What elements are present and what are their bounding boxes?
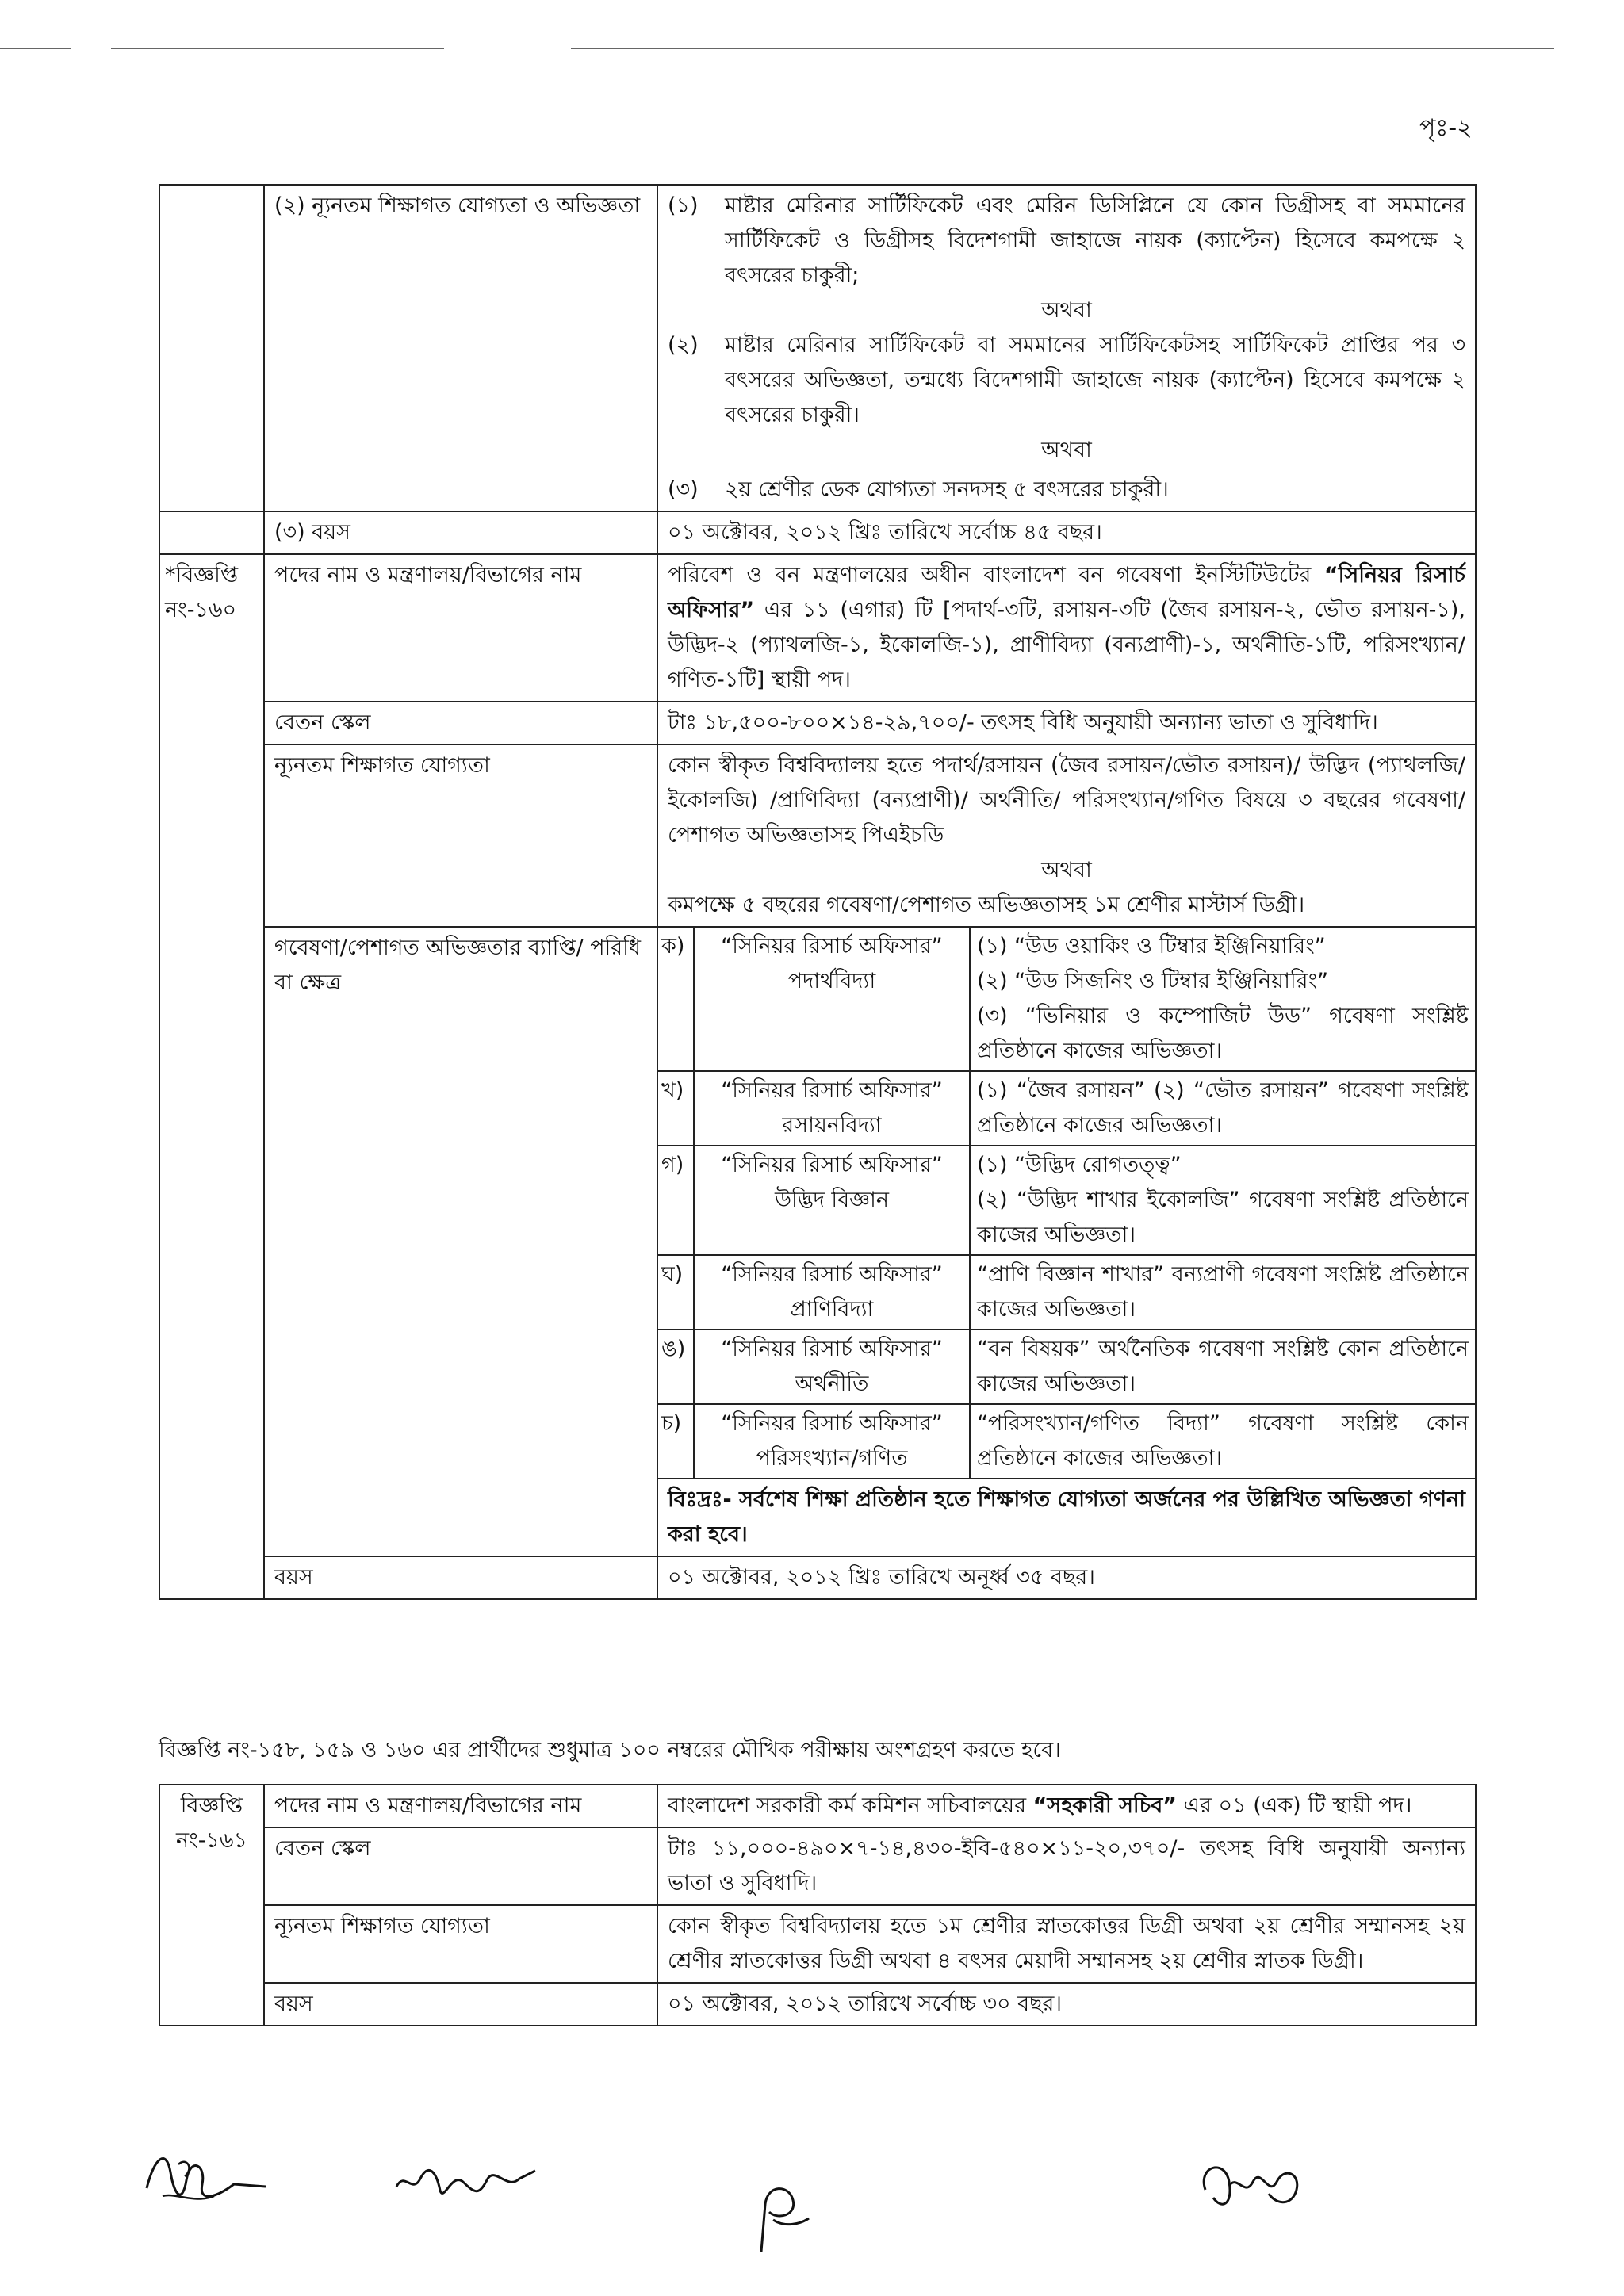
field-label: (৩) বয়স	[264, 511, 657, 554]
ref-cell	[159, 185, 264, 511]
table-row	[159, 744, 1476, 927]
table-row	[159, 511, 1476, 554]
field-value: কোন স্বীকৃত বিশ্ববিদ্যালয় হতে ১ম শ্রেণীর স্নাতকোত্তর ডিগ্রী অথবা ২য় শ্রেণীর সম্মানসহ ২য় শ্রেণীর স্নাতকোত্তর ডিগ্রী অথবা ৪ বৎসর মেয়াদী সম্মানসহ ২য় শ্রেণীর স্নাতক ডিগ্রী।	[657, 1905, 1476, 1983]
signature	[389, 2155, 547, 2210]
table-row: ঙ) “সিনিয়র রিসার্চ অফিসার” অর্থনীতি “বন বিষয়ক” অর্থনৈতিক গবেষণা সংশ্লিষ্ট কোন প্রতিষ্ঠানে কাজের অভিজ্ঞতা।	[658, 1330, 1475, 1404]
field-label: গবেষণা/পেশাগত অভিজ্ঞতার ব্যাপ্তি/ পরিধি বা ক্ষেত্র	[264, 927, 657, 1556]
table-row	[658, 1479, 1475, 1556]
header-rule	[571, 48, 1554, 49]
experience-cell	[657, 927, 1476, 1556]
field-value	[657, 185, 1476, 511]
or-separator: অথবা	[1041, 858, 1092, 882]
signature	[139, 2141, 274, 2220]
table-row: ঘ) “সিনিয়র রিসার্চ অফিসার” প্রাণিবিদ্যা “প্রাণি বিজ্ঞান শাখার” বন্যপ্রাণী গবেষণা সংশ্লিষ্ট প্রতিষ্ঠানে কাজের অভিজ্ঞতা।	[658, 1255, 1475, 1330]
field-value: টাঃ ১১,০০০-৪৯০×৭-১৪,৪৩০-ইবি-৫৪০×১১-২০,৩৭০/- তৎসহ বিধি অনুযায়ী অন্যান্য ভাতা ও সুবিধাদি।	[657, 1827, 1476, 1905]
interview-note: বিজ্ঞপ্তি নং-১৫৮, ১৫৯ ও ১৬০ এর প্রার্থীদের শুধুমাত্র ১০০ নম্বরের মৌখিক পরীক্ষায় অংশগ্রহণ করতে হবে।	[159, 1738, 1061, 1762]
experience-table	[658, 928, 1475, 1556]
table-row	[159, 1785, 1476, 1827]
signature	[1189, 2150, 1316, 2221]
table-row	[159, 927, 1476, 1556]
field-label: বয়স	[264, 1556, 657, 1599]
table-row	[159, 1556, 1476, 1599]
table-row: ক) “সিনিয়র রিসার্চ অফিসার” পদার্থবিদ্যা (১) “উড ওয়াকিং ও টিম্বার ইঞ্জিনিয়ারিং” (২) “উড সিজনিং ও টিম্বার ইঞ্জিনিয়ারিং” (৩) “ভিনিয়ার ও কম্পোজিট উড” গবেষণা সংশ্লিষ্ট প্রতিষ্ঠানে কাজের অভিজ্ঞতা।	[658, 928, 1475, 1071]
circular-ref: *বিজ্ঞপ্তি নং-১৬০	[159, 554, 264, 1599]
field-value: কোন স্বীকৃত বিশ্ববিদ্যালয় হতে পদার্থ/রসায়ন (জৈব রসায়ন/ভৌত রসায়ন)/ উদ্ভিদ (প্যাথলজি/ইকোলজি) /প্রাণিবিদ্যা (বন্যপ্রাণী)/ অর্থনীতি/ পরিসংখ্যান/গণিত বিষয়ে ৩ বছরের গবেষণা/পেশাগত অভিজ্ঞতাসহ পিএইচডি অথবা কমপক্ষে ৫ বছরের গবেষণা/পেশাগত অভিজ্ঞতাসহ ১ম শ্রেণীর মাস্টার্স ডিগ্রী।	[657, 744, 1476, 927]
field-value: টাঃ ১৮,৫০০-৮০০×১৪-২৯,৭০০/- তৎসহ বিধি অনুযায়ী অন্যান্য ভাতা ও সুবিধাদি।	[657, 702, 1476, 744]
header-rule	[0, 48, 71, 49]
field-value: বাংলাদেশ সরকারী কর্ম কমিশন সচিবালয়ের “সহকারী সচিব” এর ০১ (এক) টি স্থায়ী পদ।	[657, 1785, 1476, 1827]
table-row	[159, 1827, 1476, 1905]
table-row: খ) “সিনিয়র রিসার্চ অফিসার” রসায়নবিদ্যা (১) “জৈব রসায়ন” (২) “ভৌত রসায়ন” গবেষণা সংশ্লিষ্ট প্রতিষ্ঠানে কাজের অভিজ্ঞতা।	[658, 1071, 1475, 1146]
requirements-table	[159, 184, 1477, 1600]
experience-note: বিঃদ্রঃ- সর্বশেষ শিক্ষা প্রতিষ্ঠান হতে শিক্ষাগত যোগ্যতা অর্জনের পর উল্লিখিত অভিজ্ঞতা গণনা করা হবে।	[658, 1479, 1475, 1556]
list-item: (১) মাষ্টার মেরিনার সার্টিফিকেট এবং মেরিন ডিসিপ্লিনে যে কোন ডিগ্রীসহ বা সমমানের সার্টিফিকেট ও ডিগ্রীসহ বিদেশগামী জাহাজে নায়ক (ক্যাপ্টেন) হিসেবে কমপক্ষে ২ বৎসরের চাকুরী;	[668, 193, 1465, 288]
table-row	[159, 1905, 1476, 1983]
post-name: “সহকারী সচিব”	[1032, 1793, 1177, 1818]
table-row: গ) “সিনিয়র রিসার্চ অফিসার” উদ্ভিদ বিজ্ঞান (১) “উদ্ভিদ রোগতত্ত্ব” (২) “উদ্ভিদ শাখার ইকোলজি” গবেষণা সংশ্লিষ্ট প্রতিষ্ঠানে কাজের অভিজ্ঞতা।	[658, 1146, 1475, 1255]
table-row: চ) “সিনিয়র রিসার্চ অফিসার” পরিসংখ্যান/গণিত “পরিসংখ্যান/গণিত বিদ্যা” গবেষণা সংশ্লিষ্ট কোন প্রতিষ্ঠানে কাজের অভিজ্ঞতা।	[658, 1404, 1475, 1479]
table-row	[159, 702, 1476, 744]
field-label: বয়স	[264, 1983, 657, 2026]
or-separator: অথবা	[1041, 438, 1092, 462]
field-label: (২) ন্যূনতম শিক্ষাগত যোগ্যতা ও অভিজ্ঞতা	[264, 185, 657, 511]
page-number: পৃঃ-২	[1419, 114, 1473, 142]
field-value: ০১ অক্টোবর, ২০১২ খ্রিঃ তারিখে সর্বোচ্চ ৪৫ বছর।	[657, 511, 1476, 554]
field-label: পদের নাম ও মন্ত্রণালয়/বিভাগের নাম	[264, 1785, 657, 1827]
field-value: পরিবেশ ও বন মন্ত্রণালয়ের অধীন বাংলাদেশ বন গবেষণা ইনস্টিটিউটের “সিনিয়র রিসার্চ অফিসার” এর ১১ (এগার) টি [পদার্থ-৩টি, রসায়ন-৩টি (জৈব রসায়ন-২, ভৌত রসায়ন-১), উদ্ভিদ-২ (প্যাথলজি-১, ইকোলজি-১), প্রাণীবিদ্যা (বন্যপ্রাণী)-১, অর্থনীতি-১টি, পরিসংখ্যান/গণিত-১টি] স্থায়ী পদ।	[657, 554, 1476, 702]
list-item: (২) মাষ্টার মেরিনার সার্টিফিকেট বা সমমানের সার্টিফিকেটসহ সার্টিফিকেট প্রাপ্তির পর ৩ বৎসরের অভিজ্ঞতা, তন্মধ্যে বিদেশগামী জাহাজে নায়ক (ক্যাপ্টেন) হিসেবে কমপক্ষে ২ বৎসরের চাকুরী।	[668, 333, 1465, 427]
table-row	[159, 1983, 1476, 2026]
circular-161-table	[159, 1784, 1477, 2026]
signature	[730, 2172, 817, 2260]
list-item: (৩) ২য় শ্রেণীর ডেক যোগ্যতা সনদসহ ৫ বৎসরের চাকুরী।	[668, 477, 1169, 502]
field-label: পদের নাম ও মন্ত্রণালয়/বিভাগের নাম	[264, 554, 657, 702]
post-name: “সিনিয়র রিসার্চ অফিসার”	[668, 563, 1465, 622]
field-label: ন্যূনতম শিক্ষাগত যোগ্যতা	[264, 1905, 657, 1983]
field-value: ০১ অক্টোবর, ২০১২ তারিখে সর্বোচ্চ ৩০ বছর।	[657, 1983, 1476, 2026]
field-label: বেতন স্কেল	[264, 702, 657, 744]
field-value: ০১ অক্টোবর, ২০১২ খ্রিঃ তারিখে অনূর্ধ্ব ৩৫ বছর।	[657, 1556, 1476, 1599]
field-label: ন্যূনতম শিক্ষাগত যোগ্যতা	[264, 744, 657, 927]
table-row	[159, 554, 1476, 702]
or-separator: অথবা	[1041, 298, 1092, 323]
table-row	[159, 185, 1476, 511]
ref-cell	[159, 511, 264, 554]
field-label: বেতন স্কেল	[264, 1827, 657, 1905]
header-rule	[111, 48, 444, 49]
circular-ref: বিজ্ঞপ্তি নং-১৬১	[159, 1785, 264, 2026]
